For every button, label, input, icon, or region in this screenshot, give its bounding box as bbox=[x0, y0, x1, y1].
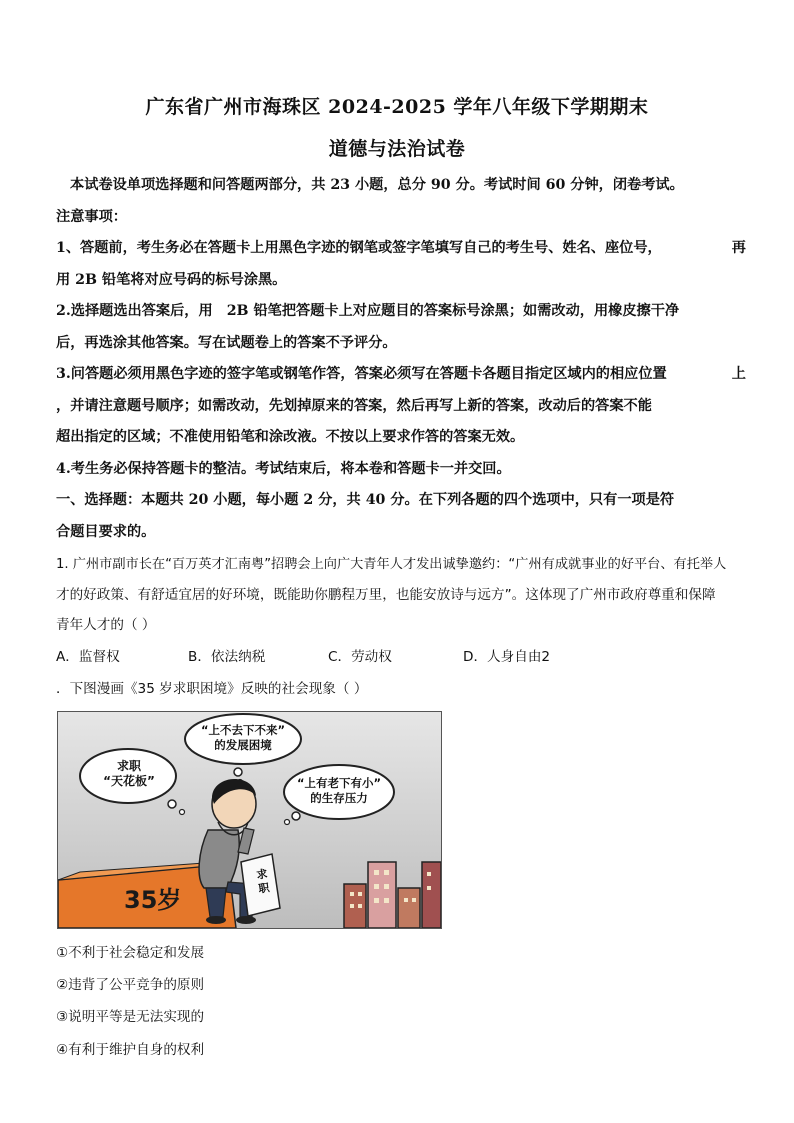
cartoon-35-job-dilemma bbox=[57, 711, 442, 929]
note-line: ，并请注意题号顺序；如需改动，先划掉原来的答案，然后再写上新的答案，改动后的答案不能 bbox=[56, 397, 652, 414]
choice-1: ①不利于社会稳定和发展 bbox=[56, 945, 205, 961]
section-heading: 一、选择题：本题共 20 小题，每小题 2 分，共 40 分。在下列各题的四个选项中，只有一项是符 bbox=[56, 492, 675, 508]
choice-4: ④有利于维护自身的权利 bbox=[56, 1042, 205, 1058]
bubble-living-pressure bbox=[284, 776, 394, 806]
note-text: 3.问答题必须用黑色字迹的签字笔或钢笔作答，答案必须写在答题卡各题目指定区域内的相应位置 bbox=[56, 366, 667, 382]
paper-text: 求 bbox=[255, 867, 269, 882]
exam-title-line2: 道德与法治试卷 bbox=[328, 138, 466, 160]
note-text: 上 bbox=[731, 366, 746, 382]
bubble-text: 的生存压力 bbox=[310, 791, 368, 805]
note-text: 2.选择题选出答案后，用 bbox=[56, 303, 213, 319]
option-c: C．劳动权 bbox=[328, 649, 392, 665]
note-line: 后，再选涂其他答案。写在试题卷上的答案不予评分。 bbox=[56, 334, 397, 351]
bubble-text: “天花板” bbox=[103, 774, 155, 788]
option-b: B．依法纳税 bbox=[188, 649, 266, 665]
note-text: 再 bbox=[731, 240, 746, 256]
bubble-text: 求职 bbox=[116, 759, 141, 773]
paper-text: 职 bbox=[257, 881, 271, 896]
note-line bbox=[56, 359, 746, 391]
bubble-text: “上有老下有小” bbox=[296, 776, 382, 790]
note-line bbox=[56, 233, 746, 265]
question-1-line: 才的好政策、有舒适宜居的好环境，既能助你鹏程万里，也能安放诗与远方”。这体现了广州市政府尊重和保障 bbox=[56, 587, 716, 603]
note-line bbox=[56, 296, 746, 328]
bubble-development-dilemma bbox=[188, 723, 298, 753]
exam-title-line1: 广东省广州市海珠区 2024-2025 学年八年级下学期期末 bbox=[145, 96, 649, 118]
question-2-stem: ．下图漫画《35 岁求职困境》反映的社会现象（ ） bbox=[56, 681, 368, 697]
bubble-text: 的发展困境 bbox=[214, 738, 272, 752]
choice-2: ②违背了公平竞争的原则 bbox=[56, 977, 205, 993]
notes-heading: 注意事项： bbox=[56, 208, 127, 225]
note-line: 用 2B 铅笔将对应号码的标号涂黑。 bbox=[56, 271, 287, 288]
instructions-block bbox=[56, 170, 746, 548]
question-1 bbox=[56, 550, 746, 640]
option-a: A．监督权 bbox=[56, 649, 120, 665]
note-line: 4.考生务必保持答题卡的整洁。考试结束后，将本卷和答题卡一并交回。 bbox=[56, 460, 511, 477]
question-1-line: 青年人才的（ ） bbox=[56, 617, 156, 633]
job-paper-label bbox=[252, 867, 274, 897]
age-35-label: 35岁 bbox=[124, 886, 182, 914]
note-text: 2B 铅笔把答题卡上对应题目的答案标号涂黑；如需改动，用橡皮擦干净 bbox=[226, 303, 680, 319]
section-heading: 合题目要求的。 bbox=[56, 523, 156, 540]
bubble-ceiling bbox=[99, 759, 159, 789]
note-line: 超出指定的区域；不准使用铅笔和涂改液。不按以上要求作答的答案无效。 bbox=[56, 429, 525, 445]
bubble-text: “上不去下不来” bbox=[200, 723, 286, 737]
note-text: 1、答题前，考生务必在答题卡上用黑色字迹的钢笔或签字笔填写自己的考生号、姓名、座位号， bbox=[56, 240, 662, 256]
intro-text: 本试卷设单项选择题和问答题两部分，共 23 小题，总分 90 分。考试时间 60 分钟，闭卷考试。 bbox=[70, 177, 684, 193]
question-1-line: 1. 广州市副市长在“百万英才汇南粤”招聘会上向广大青年人才发出诚挚邀约：“广州有成就事业的好平台、有托举人 bbox=[56, 557, 727, 572]
option-d: D．人身自由2 bbox=[463, 649, 551, 665]
choice-3: ③说明平等是无法实现的 bbox=[56, 1009, 205, 1025]
